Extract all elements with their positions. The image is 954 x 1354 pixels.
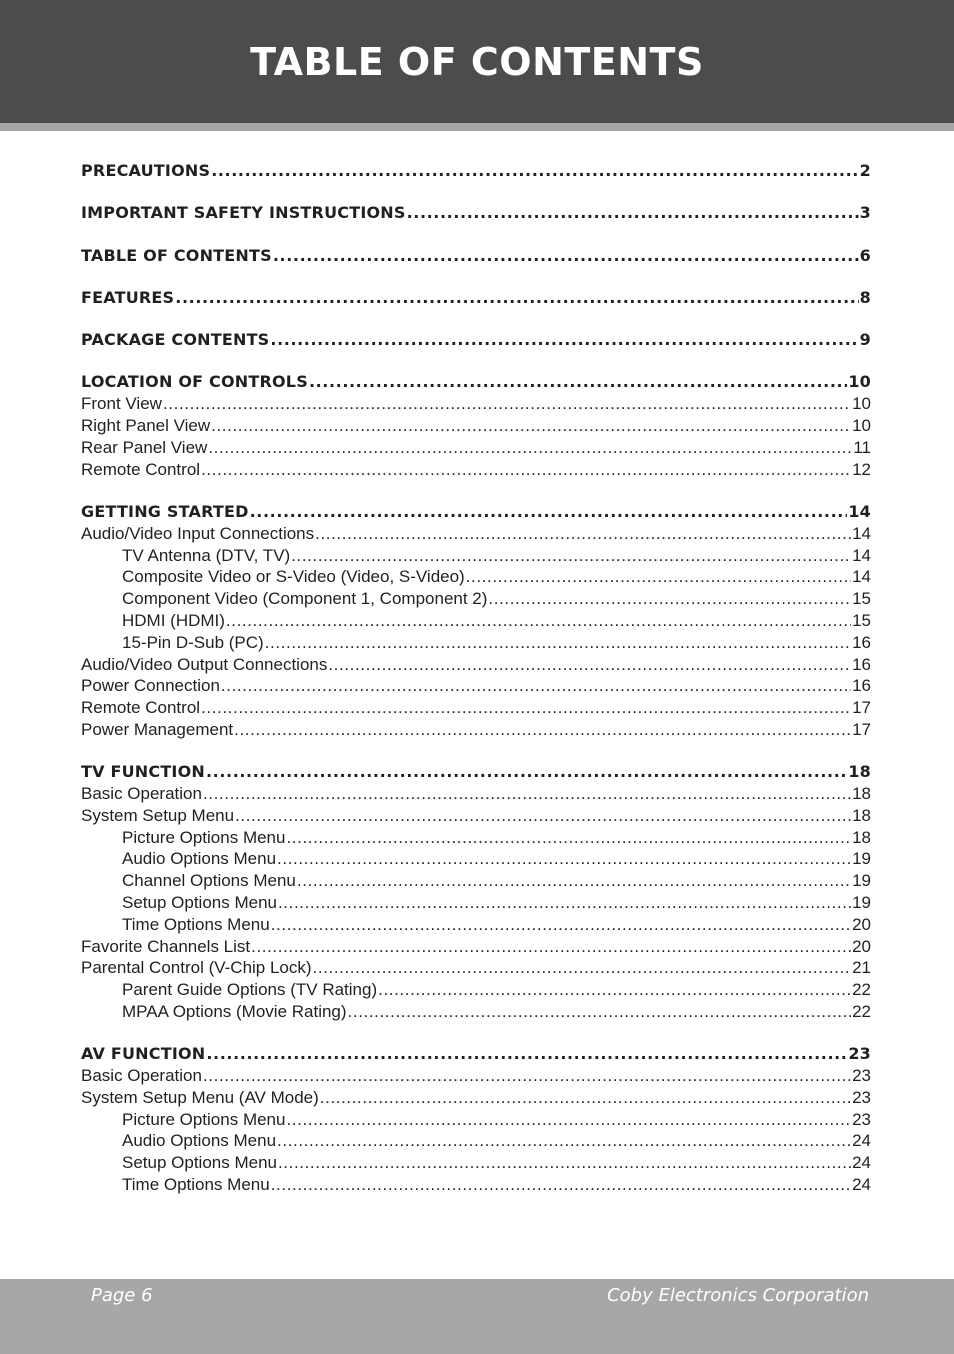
toc-entry-label: LOCATION OF CONTROLS bbox=[81, 372, 308, 392]
company-name: Coby Electronics Corporation bbox=[607, 1285, 869, 1306]
toc-entry-label: Remote Control bbox=[81, 459, 201, 479]
dot-leader bbox=[211, 160, 858, 182]
toc-entry-page: 20 bbox=[852, 936, 871, 956]
toc-entry-page: 19 bbox=[852, 849, 871, 869]
toc-entry-features[interactable] bbox=[81, 287, 871, 309]
dot-leader bbox=[297, 870, 851, 892]
toc-entry-page: 10 bbox=[852, 416, 871, 436]
toc-entry-page: 20 bbox=[852, 914, 871, 934]
toc-entry-page: 14 bbox=[852, 567, 871, 587]
dot-leader bbox=[250, 501, 848, 523]
toc-entry-label: Audio/Video Output Connections bbox=[81, 654, 328, 674]
toc-entry-av-audio-options[interactable] bbox=[81, 1130, 871, 1152]
toc-entry-label: TABLE OF CONTENTS bbox=[81, 245, 272, 265]
toc-entry-page: 15 bbox=[852, 589, 871, 609]
toc-entry-rear-panel-view[interactable] bbox=[81, 437, 871, 459]
toc-entry-page: 2 bbox=[859, 161, 871, 180]
toc-entry-av-setup-options[interactable] bbox=[81, 1152, 871, 1174]
toc-entry-page: 12 bbox=[852, 459, 871, 479]
toc-entry-page: 15 bbox=[852, 610, 871, 630]
toc-entry-favorite-channels[interactable] bbox=[81, 936, 871, 958]
dot-leader bbox=[291, 545, 851, 567]
dot-leader bbox=[286, 827, 851, 849]
toc-entry-page: 14 bbox=[852, 523, 871, 543]
toc-entry-package-contents[interactable] bbox=[81, 329, 871, 351]
toc-entry-mpaa-options[interactable] bbox=[81, 1001, 871, 1023]
toc-entry-page: 19 bbox=[852, 871, 871, 891]
toc-entry-page: 24 bbox=[852, 1153, 871, 1173]
dot-leader bbox=[201, 697, 851, 719]
toc-entry-table-of-contents[interactable] bbox=[81, 245, 871, 267]
toc-entry-parental-control[interactable] bbox=[81, 957, 871, 979]
toc-entry-page: 19 bbox=[852, 893, 871, 913]
toc-entry-label: PACKAGE CONTENTS bbox=[81, 330, 270, 350]
toc-entry-parent-guide-options[interactable] bbox=[81, 979, 871, 1001]
toc-entry-label: Audio/Video Input Connections bbox=[81, 523, 315, 543]
toc-entry-label: Picture Options Menu bbox=[122, 827, 286, 847]
toc-entry-page: 10 bbox=[852, 394, 871, 414]
toc-entry-page: 9 bbox=[859, 330, 871, 350]
toc-entry-page: 18 bbox=[852, 805, 871, 825]
table-of-contents bbox=[81, 160, 871, 1196]
toc-entry-label: Favorite Channels List bbox=[81, 936, 251, 956]
toc-entry-page: 24 bbox=[852, 1131, 871, 1151]
dot-leader bbox=[273, 245, 859, 267]
toc-entry-tv-antenna[interactable] bbox=[81, 545, 871, 567]
toc-entry-page: 16 bbox=[852, 654, 871, 674]
toc-entry-label: Audio Options Menu bbox=[122, 849, 277, 869]
dot-leader bbox=[277, 848, 851, 870]
dot-leader bbox=[206, 1043, 847, 1065]
toc-entry-label: IMPORTANT SAFETY INSTRUCTIONS bbox=[81, 203, 406, 223]
toc-entry-front-view[interactable] bbox=[81, 393, 871, 415]
toc-entry-label: Picture Options Menu bbox=[122, 1109, 286, 1129]
dot-leader bbox=[466, 566, 851, 588]
dot-leader bbox=[407, 202, 859, 224]
toc-entry-label: Setup Options Menu bbox=[122, 1153, 277, 1173]
toc-entry-page: 17 bbox=[852, 698, 871, 718]
toc-entry-label: FEATURES bbox=[81, 287, 175, 307]
toc-entry-power-management[interactable] bbox=[81, 719, 871, 741]
toc-entry-remote-control-2[interactable] bbox=[81, 697, 871, 719]
toc-entry-label: Power Management bbox=[81, 719, 234, 739]
toc-entry-time-options[interactable] bbox=[81, 914, 871, 936]
toc-entry-label: HDMI (HDMI) bbox=[122, 610, 225, 630]
toc-entry-label: System Setup Menu bbox=[81, 805, 235, 825]
toc-entry-label: Composite Video or S-Video (Video, S-Video) bbox=[122, 567, 465, 587]
toc-entry-remote-control[interactable] bbox=[81, 459, 871, 481]
dot-leader bbox=[328, 654, 851, 676]
toc-entry-location-of-controls[interactable] bbox=[81, 371, 871, 393]
toc-entry-dsub-pc[interactable] bbox=[81, 632, 871, 654]
dot-leader bbox=[348, 1001, 852, 1023]
page-number: Page 6 bbox=[91, 1285, 153, 1306]
toc-entry-page: 23 bbox=[852, 1087, 871, 1107]
toc-entry-label: Basic Operation bbox=[81, 1066, 202, 1086]
dot-leader bbox=[206, 761, 847, 783]
toc-entry-label: TV Antenna (DTV, TV) bbox=[122, 545, 291, 565]
toc-entry-av-function[interactable] bbox=[81, 1043, 871, 1065]
toc-entry-page: 22 bbox=[852, 1002, 871, 1021]
toc-entry-page: 3 bbox=[859, 203, 871, 223]
toc-entry-page: 18 bbox=[848, 762, 871, 782]
toc-entry-component-video[interactable] bbox=[81, 588, 871, 610]
toc-entry-picture-options[interactable] bbox=[81, 827, 871, 849]
toc-entry-page: 8 bbox=[859, 287, 871, 307]
toc-entry-page: 18 bbox=[852, 827, 871, 847]
dot-leader bbox=[271, 914, 851, 936]
toc-entry-label: Channel Options Menu bbox=[122, 871, 296, 891]
toc-entry-safety[interactable] bbox=[81, 202, 871, 224]
toc-entry-label: Right Panel View bbox=[81, 416, 211, 436]
toc-entry-page: 11 bbox=[853, 437, 871, 457]
toc-entry-av-time-options[interactable] bbox=[81, 1174, 871, 1196]
dot-leader bbox=[378, 979, 851, 1001]
toc-entry-label: Audio Options Menu bbox=[122, 1131, 277, 1151]
toc-entry-page: 16 bbox=[852, 632, 871, 652]
toc-entry-av-output-connections[interactable] bbox=[81, 654, 871, 676]
toc-entry-system-setup-menu[interactable] bbox=[81, 805, 871, 827]
toc-entry-getting-started[interactable] bbox=[81, 501, 871, 523]
toc-entry-precautions[interactable] bbox=[81, 160, 871, 182]
toc-entry-label: Power Connection bbox=[81, 676, 220, 696]
dot-leader bbox=[203, 1065, 851, 1087]
dot-leader bbox=[488, 588, 851, 610]
toc-entry-av-basic-operation[interactable] bbox=[81, 1065, 871, 1087]
toc-entry-power-connection[interactable] bbox=[81, 675, 871, 697]
toc-entry-label: PRECAUTIONS bbox=[81, 161, 211, 180]
toc-entry-label: Parental Control (V-Chip Lock) bbox=[81, 958, 312, 978]
toc-entry-av-input-connections[interactable] bbox=[81, 523, 871, 545]
toc-entry-page: 17 bbox=[852, 719, 871, 739]
dot-leader bbox=[278, 892, 851, 914]
toc-entry-page: 22 bbox=[852, 980, 871, 1000]
dot-leader bbox=[251, 936, 851, 958]
dot-leader bbox=[265, 632, 851, 654]
dot-leader bbox=[201, 459, 851, 481]
dot-leader bbox=[163, 393, 851, 415]
dot-leader bbox=[313, 957, 852, 979]
dot-leader bbox=[175, 287, 858, 309]
dot-leader bbox=[235, 805, 851, 827]
toc-entry-page: 16 bbox=[852, 676, 871, 696]
toc-entry-page: 14 bbox=[852, 545, 871, 565]
toc-entry-label: 15-Pin D-Sub (PC) bbox=[122, 632, 264, 652]
dot-leader bbox=[277, 1130, 851, 1152]
toc-entry-label: Basic Operation bbox=[81, 784, 202, 804]
toc-entry-label: Rear Panel View bbox=[81, 437, 208, 457]
toc-entry-tv-function[interactable] bbox=[81, 761, 871, 783]
toc-entry-label: Remote Control bbox=[81, 698, 201, 718]
toc-entry-channel-options[interactable] bbox=[81, 870, 871, 892]
toc-entry-page: 6 bbox=[859, 245, 871, 265]
header-divider bbox=[0, 123, 954, 131]
dot-leader bbox=[270, 329, 858, 351]
toc-entry-audio-options[interactable] bbox=[81, 848, 871, 870]
dot-leader bbox=[271, 1174, 851, 1196]
toc-entry-page: 10 bbox=[848, 372, 871, 392]
toc-entry-hdmi[interactable] bbox=[81, 610, 871, 632]
toc-entry-page: 18 bbox=[852, 784, 871, 804]
toc-entry-label: Time Options Menu bbox=[122, 914, 270, 934]
toc-entry-page: 24 bbox=[852, 1175, 871, 1195]
toc-entry-label: Front View bbox=[81, 394, 162, 414]
toc-entry-right-panel-view[interactable] bbox=[81, 415, 871, 437]
toc-entry-basic-operation[interactable] bbox=[81, 783, 871, 805]
toc-entry-page: 23 bbox=[852, 1066, 871, 1086]
toc-entry-composite-video[interactable] bbox=[81, 566, 871, 588]
toc-entry-label: TV FUNCTION bbox=[81, 762, 205, 782]
dot-leader bbox=[234, 719, 851, 741]
dot-leader bbox=[203, 783, 851, 805]
dot-leader bbox=[278, 1152, 851, 1174]
dot-leader bbox=[309, 371, 847, 393]
toc-entry-label: Parent Guide Options (TV Rating) bbox=[122, 980, 378, 1000]
dot-leader bbox=[226, 610, 851, 632]
toc-entry-label: AV FUNCTION bbox=[81, 1044, 206, 1064]
dot-leader bbox=[221, 675, 851, 697]
dot-leader bbox=[286, 1109, 851, 1131]
toc-entry-label: MPAA Options (Movie Rating) bbox=[122, 1002, 347, 1021]
toc-entry-label: GETTING STARTED bbox=[81, 501, 249, 521]
toc-entry-av-system-setup-menu[interactable] bbox=[81, 1087, 871, 1109]
toc-entry-setup-options[interactable] bbox=[81, 892, 871, 914]
dot-leader bbox=[208, 437, 852, 459]
toc-entry-label: Setup Options Menu bbox=[122, 893, 277, 913]
toc-entry-page: 21 bbox=[852, 958, 871, 978]
dot-leader bbox=[315, 523, 851, 545]
dot-leader bbox=[320, 1087, 851, 1109]
toc-entry-av-picture-options[interactable] bbox=[81, 1109, 871, 1131]
toc-entry-label: System Setup Menu (AV Mode) bbox=[81, 1087, 319, 1107]
toc-entry-page: 23 bbox=[852, 1109, 871, 1129]
toc-entry-page: 23 bbox=[848, 1044, 871, 1064]
toc-entry-label: Component Video (Component 1, Component 2) bbox=[122, 589, 488, 609]
page-title: TABLE OF CONTENTS bbox=[250, 40, 704, 84]
toc-entry-page: 14 bbox=[848, 501, 871, 521]
dot-leader bbox=[211, 415, 851, 437]
toc-entry-label: Time Options Menu bbox=[122, 1175, 270, 1195]
